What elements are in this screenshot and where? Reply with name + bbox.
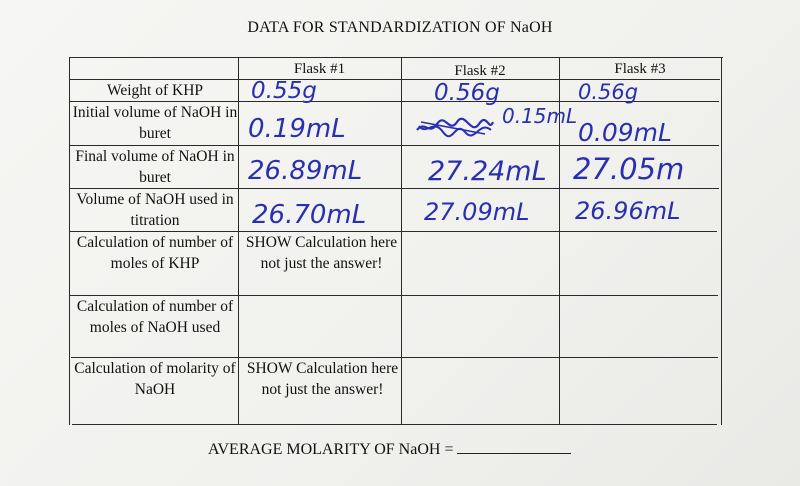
table-border-bottom — [72, 424, 717, 425]
average-molarity-line — [208, 439, 571, 459]
handwritten-value: 0.09mL — [578, 118, 672, 147]
row-label-final-volume: Final volume of NaOH in buret — [75, 148, 235, 186]
handwritten-value: 26.89mL — [248, 156, 363, 186]
handwritten-value: 0.15mL — [502, 104, 578, 128]
row-label-moles-naoh: Calculation of number of moles of NaOH used — [76, 298, 234, 336]
row-label-molarity: Calculation of molarity of NaOH — [74, 360, 236, 398]
answer-blank — [457, 439, 571, 454]
row-label-moles-khp: Calculation of number of moles of KHP — [76, 234, 234, 272]
average-molarity-label: AVERAGE MOLARITY OF NaOH = — [208, 441, 454, 458]
table-border-left — [69, 57, 70, 425]
handwritten-value: 0.56g — [434, 80, 500, 106]
header-flask-1: Flask #1 — [293, 61, 346, 77]
show-calculation-note: SHOW Calculation here not just the answer! — [246, 360, 399, 398]
handwritten-value: 0.19mL — [248, 114, 346, 144]
handwritten-value: 0.56g — [578, 80, 639, 104]
handwritten-value: 27.05m — [573, 152, 685, 186]
handwritten-value: 27.24mL — [428, 156, 547, 187]
table-border-right — [721, 57, 722, 425]
scribbled-out-value — [415, 116, 495, 138]
show-calculation-note: SHOW Calculation here not just the answer! — [245, 234, 398, 272]
handwritten-value: 26.70mL — [252, 200, 367, 230]
header-flask-3: Flask #3 — [614, 61, 666, 77]
table-border-top — [69, 57, 723, 58]
handwritten-value: 0.55g — [251, 78, 317, 104]
row-label-initial-volume: Initial volume of NaOH in buret — [72, 104, 238, 142]
column-divider — [238, 57, 239, 425]
worksheet-title: DATA FOR STANDARDIZATION OF NaOH — [247, 19, 553, 36]
header-flask-2: Flask #2 — [454, 63, 506, 79]
handwritten-value: 27.09mL — [424, 198, 530, 226]
row-label-volume-used: Volume of NaOH used in titration — [76, 191, 234, 229]
handwritten-value: 26.96mL — [575, 197, 681, 225]
row-label-weight-khp: Weight of KHP — [106, 82, 204, 99]
